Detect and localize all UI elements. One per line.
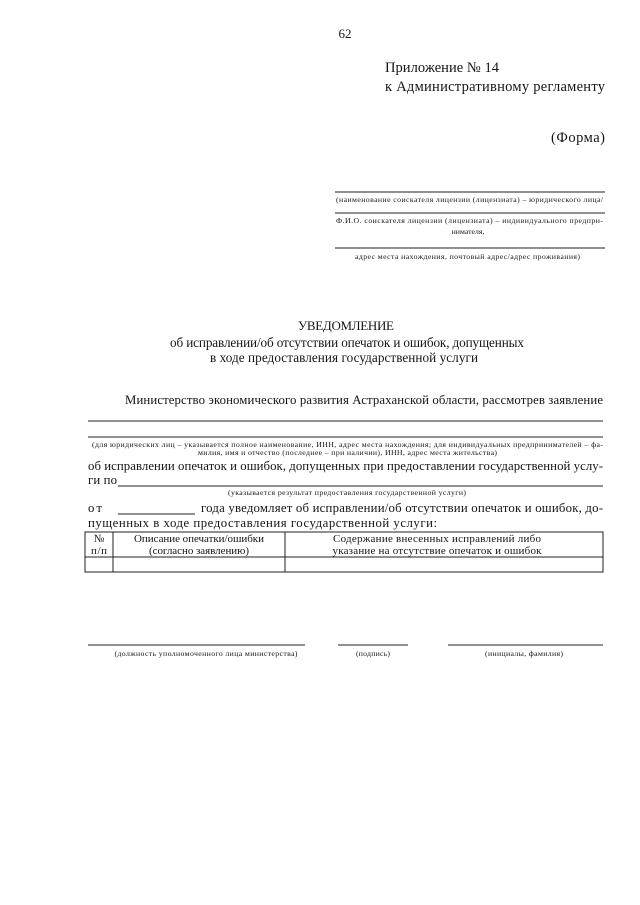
notice-heading: УВЕДОМЛЕНИЕ xyxy=(298,318,394,333)
intro-text: Министерство экономического развития Астраханской области, рассмотрев заявление xyxy=(125,393,603,407)
recipient-fio-caption-continued: нимателя, xyxy=(451,227,485,236)
signature-caption: (подпись) xyxy=(356,649,390,658)
regulation-reference: к Административному регламенту xyxy=(385,79,605,95)
form-label: (Форма) xyxy=(551,130,605,146)
signature-name-caption: (инициалы, фамилия) xyxy=(485,649,563,658)
table-empty-row xyxy=(86,558,602,571)
recipient-fio-caption: Ф.И.О. соискателя лицензии (лицензиата) – индивидуального предпри- xyxy=(336,216,603,225)
table-intro: пущенных в ходе предоставления государственной услуги: xyxy=(88,516,437,530)
service-caption: (указывается результат предоставления государственной услуги) xyxy=(228,488,466,497)
page-number: 62 xyxy=(338,26,352,41)
corrections-table xyxy=(85,532,603,572)
notice-subtitle-line: об исправлении/об отсутствии опечаток и ошибок, допущенных xyxy=(170,335,524,350)
service-prefix: ги по xyxy=(88,473,117,487)
table-header-number: п/п xyxy=(91,545,107,557)
table-header-corrections: указание на отсутствие опечаток и ошибок xyxy=(332,545,542,557)
signature-position-caption: (должность уполномоченного лица министерства) xyxy=(114,649,298,658)
table-header-description: Описание опечатки/ошибки xyxy=(134,533,264,545)
table-header-description: (согласно заявлению) xyxy=(149,545,249,557)
recipient-address-caption: адрес места нахождения, почтовый адрес/адрес проживания) xyxy=(355,252,580,261)
table-header-corrections: Содержание внесенных исправлений либо xyxy=(333,533,541,545)
table-cell-empty xyxy=(286,558,602,571)
table-cell-empty xyxy=(86,558,112,571)
applicant-details-caption: милия, имя и отчество (последнее – при наличии), ИНН, адрес места жительства) xyxy=(198,448,498,457)
applicant-details-caption: (для юридических лиц – указывается полное наименование, ИНН, адрес места нахождения; для индивидуальных предпринимателей – фа- xyxy=(92,440,604,449)
recipient-name-caption: (наименование соискателя лицензии (лицензиата) – юридического лица/ xyxy=(336,195,603,204)
date-prefix: от xyxy=(88,501,102,515)
table-cell-empty xyxy=(114,558,284,571)
notify-text: года уведомляет об исправлении/об отсутствии опечаток и ошибок, до- xyxy=(201,501,603,515)
table-header-number: № xyxy=(93,533,105,545)
notice-subtitle-line: в ходе предоставления государственной услуги xyxy=(210,350,478,365)
correction-text: об исправлении опечаток и ошибок, допущенных при предоставлении государственной услу- xyxy=(88,459,603,473)
appendix-title: Приложение № 14 xyxy=(385,60,499,76)
